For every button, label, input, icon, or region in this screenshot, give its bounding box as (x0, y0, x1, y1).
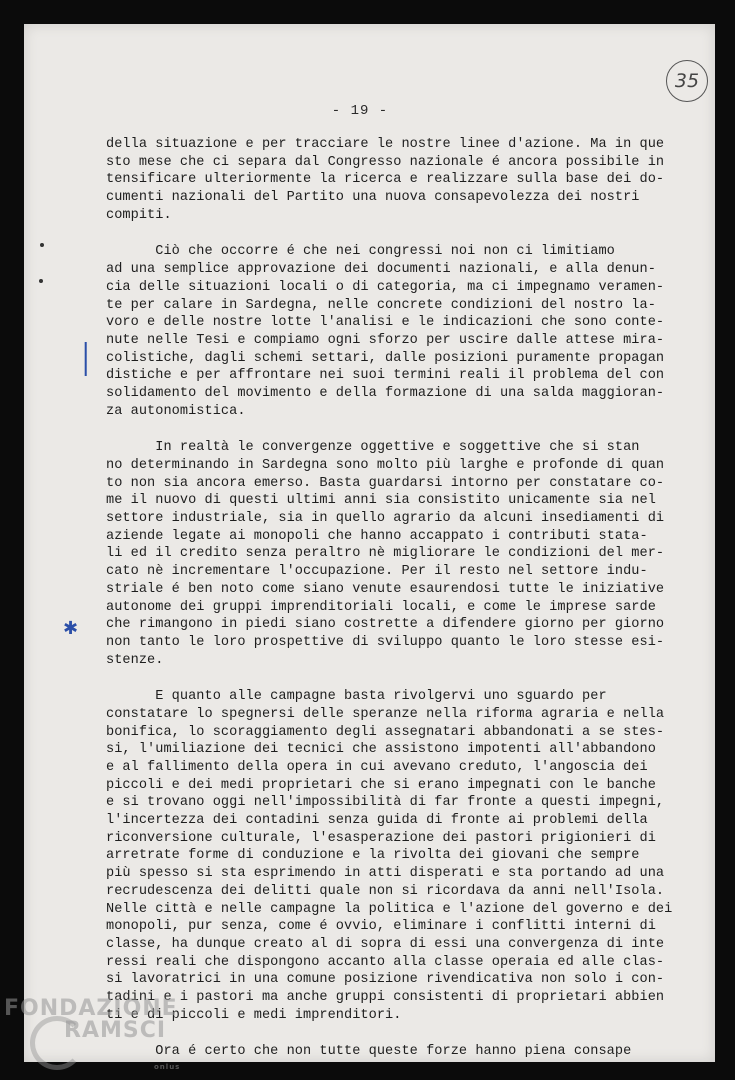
text-line: riconversione culturale, l'esasperazione dei pastori prigionieri di (106, 830, 656, 846)
paragraph (106, 688, 686, 1024)
text-line: classe, ha dunque creato al di sopra di essi una convergenza di inte (106, 936, 665, 952)
text-line: voro e delle nostre lotte l'analisi e le indicazioni che sono conte- (106, 315, 665, 331)
text-line: recrudescenza dei delitti quale non si ricordava da anni nell'Isola. (106, 883, 665, 899)
text-line: della situazione e per tracciare le nostre linee d'azione. Ma in que (106, 137, 665, 152)
text-line: aziende legate ai monopoli che hanno accappato i contributi statа- (106, 528, 648, 544)
text-line: si lavoratrici in una comune posizione rivendicativa non solo i con- (106, 972, 665, 988)
text-line: me il nuovo di questi ultimi anni sia consistito unicamente sia nel (106, 493, 656, 509)
punch-mark (39, 279, 43, 283)
punch-mark (40, 243, 44, 247)
text-line: piccoli e dei medi proprietari che si erano impegnati con le banche (106, 777, 656, 793)
text-line: cato nè incrementare l'occupazione. Per il resto nel settore indu- (106, 564, 648, 580)
text-line: Ciò che occorre é che nei congressi noi non ci limitiamo (106, 244, 615, 260)
text-line: no determinando in Sardegna sono molto più larghe e profonde di quan (106, 458, 665, 473)
text-line: e si trovano oggi nell'impossibilità di far fronte a questi impegni, (106, 795, 665, 811)
text-line: compiti. (106, 207, 172, 223)
text-line: ad una semplice approvazione dei documenti nazionali, e alla denun- (106, 262, 656, 278)
paragraph (106, 136, 686, 224)
text-line: striale é ben noto come siano venute esaurendosi tutte le iniziative (106, 581, 665, 597)
text-line: l'incertezza dei contadini senza guida di fronte ai problemi della (106, 813, 648, 829)
paragraph (106, 243, 686, 420)
text-line: cumenti nazionali del Partito una nuova consapevolezza dei nostri (106, 190, 640, 206)
text-line: che rimangono in piedi siano costrette a difendere giorno per giorno (106, 617, 665, 633)
text-line: più spesso si sta esprimendo in atti disperati e sta portando ad una (106, 866, 665, 882)
text-line: non tanto le loro prospettive di sviluppo quanto le loro stesse esi- (106, 634, 665, 650)
text-line: ti e di piccoli e medi imprenditori. (106, 1007, 402, 1023)
page-number: - 19 - (331, 103, 389, 119)
typewritten-body (106, 136, 686, 1080)
text-line: sto mese che ci separa dal Congresso nazionale é ancora possibile in (106, 154, 665, 170)
margin-asterisk-mark: ✱ (63, 618, 79, 639)
margin-marker-lines: || (82, 337, 85, 377)
text-line: bonifica, lo scoraggiamento degli assegnatari abbandonati a se stes- (106, 724, 665, 740)
paragraph (106, 1043, 686, 1061)
watermark-line-1: FONDAZIONE (4, 996, 178, 1021)
text-line: colistiche, dagli schemi settari, dalle posizioni puramente propagan (106, 350, 665, 366)
text-line: za autonomistica. (106, 403, 246, 419)
text-line: nute nelle Tesi e compiamo ogni sforzo per uscire dalle attese mira- (106, 332, 665, 348)
text-line: settore industriale, sia in quello agrario da alcuni insediamenti di (106, 511, 665, 527)
fondazione-gramsci-watermark (4, 996, 181, 1071)
text-line: e al fallimento della opera in cui avevano creduto, l'angoscia dei (106, 760, 648, 775)
text-line: tensificare ulteriormente la ricerca e realizzare sulla base dei do- (106, 172, 665, 188)
text-line: E quanto alle campagne basta rivolgervi uno sguardo per (106, 689, 607, 705)
text-line: si, l'umiliazione dei tecnici che assistono impotenti all'abbandono (106, 742, 656, 758)
text-line: Ora é certo che non tutte queste forze hanno piena consape (106, 1044, 632, 1060)
watermark-g-logo (30, 1016, 84, 1070)
text-line: monopoli, pur senza, come é ovvio, eliminare i conflitti interni di (106, 919, 656, 935)
text-line: In realtà le convergenze oggettive e soggettive che si stan (106, 440, 640, 456)
paragraph (106, 439, 686, 669)
text-line: cia delle situazioni locali o di categoria, ma ci impegnamo veramen- (106, 279, 665, 295)
text-line: constatare lo spegnersi delle speranze nella riforma agraria e nella (106, 706, 665, 722)
text-line: autonome dei gruppi imprenditoriali locali, e come le imprese sarde (106, 599, 656, 615)
text-line: solidamento del movimento e della formazione di una salda maggioran- (106, 385, 665, 401)
text-line: ressi reali che dispongono accanto alla classe operaia ed alle clas- (106, 954, 665, 970)
text-line: distiche e per affrontare nei suoi termini reali il problema del con (106, 368, 665, 384)
text-line: Nelle città e nelle campagne la politica e l'azione del governo e dei (106, 901, 673, 917)
watermark-small-text: onlus (154, 1063, 181, 1071)
text-line: tadini e i pastori ma anche gruppi consistenti di proprietari abbien (106, 989, 665, 1005)
text-line: arretrate forme di conduzione e la rivolta dei giovani che sempre (106, 848, 640, 864)
text-line: to non sia ancora emerso. Basta guardarsi intorno per constatare co- (106, 475, 665, 491)
watermark-line-2: RAMSCI (64, 1018, 167, 1043)
archive-number-stamp: 35 (666, 60, 708, 102)
text-line: te per calare in Sardegna, nelle concrete condizioni del nostro la- (106, 297, 656, 313)
text-line: li ed il credito senza peraltro nè migliorare le condizioni del mer- (106, 546, 665, 562)
text-line: stenze. (106, 652, 164, 668)
